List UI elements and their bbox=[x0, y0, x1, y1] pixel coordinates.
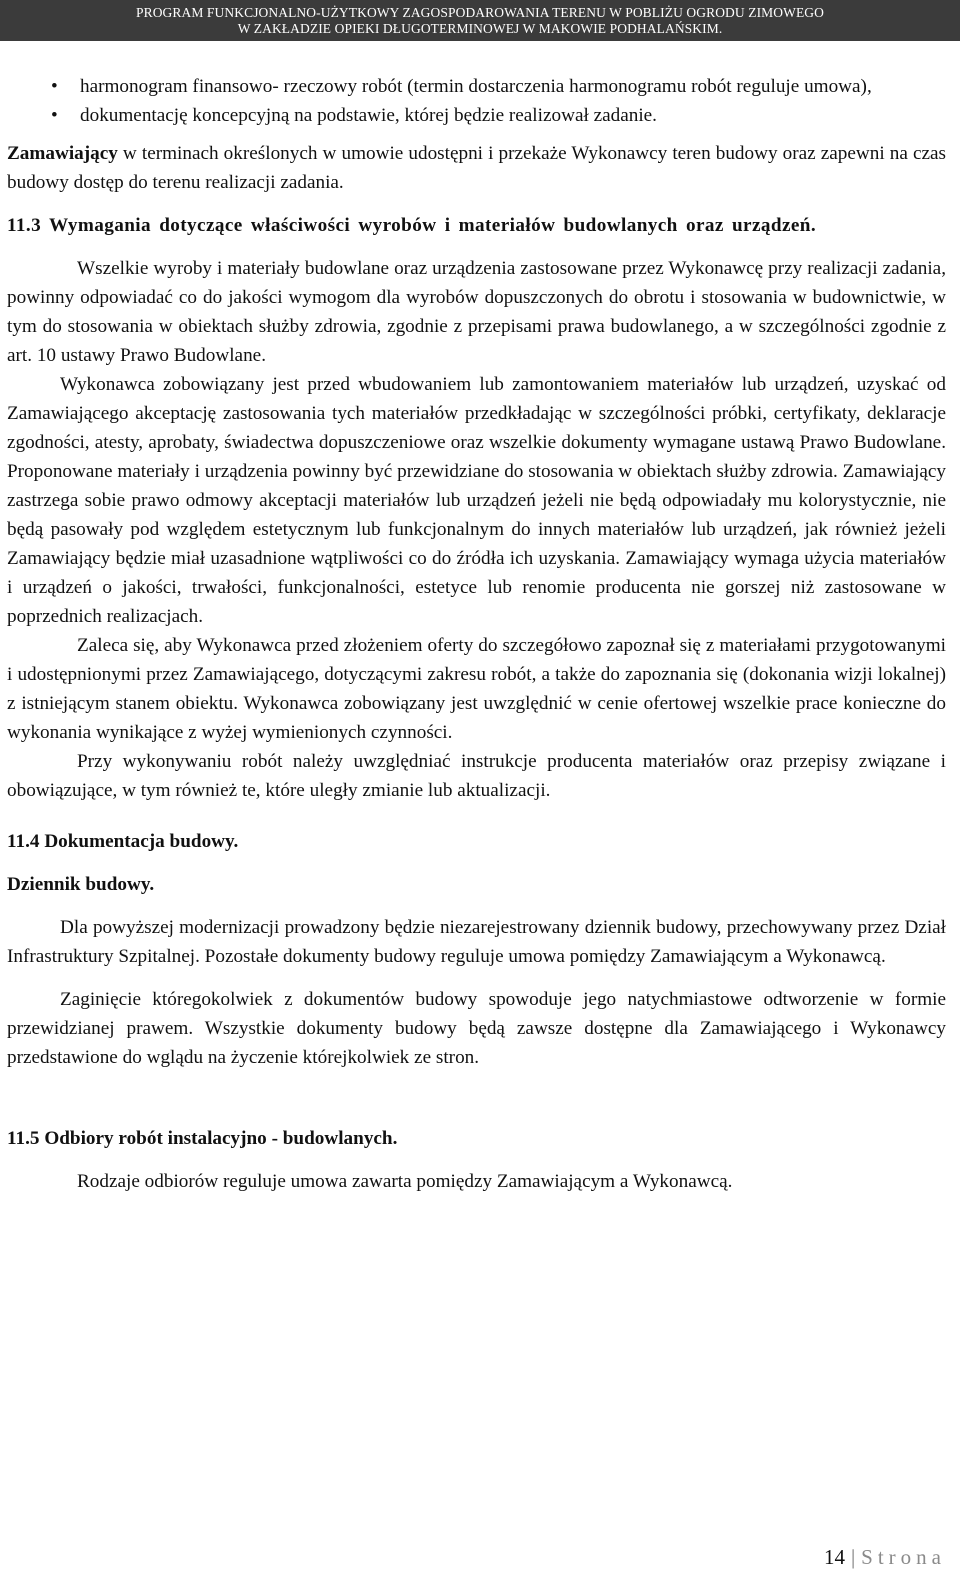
subheading-dziennik: Dziennik budowy. bbox=[7, 874, 155, 895]
section-heading-11-5: 11.5 Odbiory robót instalacyjno - budowlanych. bbox=[7, 1128, 398, 1149]
section-heading-11-3: 11.3 Wymagania dotyczące właściwości wyrobów i materiałów budowlanych oraz urządzeń. bbox=[7, 215, 817, 236]
paragraph-11-4-1: Dla powyższej modernizacji prowadzony będzie niezarejestrowany dziennik budowy, przechowywany przez Dział Infrastruktury Szpitalnej. Pozostałe dokumenty budowy reguluje umowa pomiędzy Zamawiającym a Wykonawcą. bbox=[7, 917, 946, 967]
document-body bbox=[7, 72, 946, 1196]
list-item bbox=[7, 72, 946, 101]
paragraph-11-3-2: Wykonawca zobowiązany jest przed wbudowaniem lub zamontowaniem materiałów lub urządzeń, uzyskać od Zamawiającego akceptację zastosowania tych materiałów przedkładając w szczególności próbki, certyfikaty, deklaracje zgodności, atesty, aprobaty, świadectwa dopuszczeniowe oraz wszelkie dokumenty wymagane ustawą Prawo Budowlane. Proponowane materiały i urządzenia powinny być przewidziane do stosowania w obiektach służby zdrowia. Zamawiający zastrzega sobie prawo odmowy akceptacji materiałów lub urządzeń jeżeli nie będą odpowiadały mu kolorystycznie, nie będą pasowały pod względem estetycznym lub funkcjonalnym do innych materiałów lub urządzeń, jak również jeżeli Zamawiający będzie miał uzasadnione wątpliwości co do źródła ich uzyskania. Zamawiający wymaga użycia materiałów i urządzeń o jakości, trwałości, funkcjonalności, estetyce lub renomie producenta nie gorszej niż zastosowane w poprzednich realizacjach. bbox=[7, 374, 946, 627]
intro-text: w terminach określonych w umowie udostępni i przekaże Wykonawcy teren budowy oraz zapewni na czas budowy dostęp do terenu realizacji zadania. bbox=[7, 143, 946, 193]
list-item-text: dokumentację koncepcyjną na podstawie, której będzie realizował zadanie. bbox=[80, 105, 657, 126]
page-number: 14 bbox=[823, 1545, 845, 1569]
paragraph-11-5-1: Rodzaje odbiorów reguluje umowa zawarta pomiędzy Zamawiającym a Wykonawcą. bbox=[77, 1171, 733, 1192]
intro-paragraph bbox=[7, 139, 946, 197]
intro-bold: Zamawiający bbox=[7, 143, 118, 164]
paragraph-11-3-4: Przy wykonywaniu robót należy uwzględniać instrukcje producenta materiałów oraz przepisy związane i obowiązujące, w tym również te, które uległy zmianie lub aktualizacji. bbox=[7, 751, 946, 801]
page-header bbox=[0, 0, 960, 41]
paragraph-11-3-1: Wszelkie wyroby i materiały budowlane oraz urządzenia zastosowane przez Wykonawcę przy realizacji zadania, powinny odpowiadać co do jakości wymogom dla wyrobów dopuszczonych do obrotu i stosowania w budownictwie, w tym do stosowania w obiektach służby zdrowia, zgodnie z przepisami prawa budowlanego, a w szczególności zgodnie z art. 10 ustawy Prawo Budowlane. bbox=[7, 258, 946, 366]
list-item bbox=[7, 101, 946, 130]
bullet-list bbox=[7, 72, 946, 130]
bullet-icon: • bbox=[51, 76, 58, 97]
bullet-icon: • bbox=[51, 105, 58, 126]
footer-label: Strona bbox=[861, 1545, 946, 1569]
header-line-2: W ZAKŁADZIE OPIEKI DŁUGOTERMINOWEJ W MAKOWIE PODHALAŃSKIM. bbox=[237, 21, 723, 36]
header-line-1: PROGRAM FUNKCJONALNO-UŻYTKOWY ZAGOSPODAROWANIA TERENU W POBLIŻU OGRODU ZIMOWEGO bbox=[135, 5, 824, 20]
page-footer bbox=[824, 1543, 946, 1571]
paragraph-11-3-3: Zaleca się, aby Wykonawca przed złożeniem oferty do szczegółowo zapoznał się z materiałami przygotowanymi i udostępnionymi przez Zamawiającego, dotyczącymi zakresu robót, a także do zapoznania się (dokonania wizji lokalnej) z istniejącym stanem obiektu. Wykonawca zobowiązany jest uwzględnić w cenie ofertowej wszelkie prace konieczne do wykonania wynikające z wyżej wymienionych czynności. bbox=[7, 635, 946, 743]
paragraph-11-4-2: Zaginięcie któregokolwiek z dokumentów budowy spowoduje jego natychmiastowe odtworzenie w formie przewidzianej prawem. Wszystkie dokumenty budowy będą zawsze dostępne dla Zamawiającego i Wykonawcy przedstawione do wglądu na życzenie którejkolwiek ze stron. bbox=[7, 989, 946, 1068]
section-heading-11-4: 11.4 Dokumentacja budowy. bbox=[7, 831, 239, 852]
footer-separator: | bbox=[850, 1545, 856, 1569]
list-item-text: harmonogram finansowo- rzeczowy robót (termin dostarczenia harmonogramu robót reguluje umowa), bbox=[80, 76, 872, 97]
